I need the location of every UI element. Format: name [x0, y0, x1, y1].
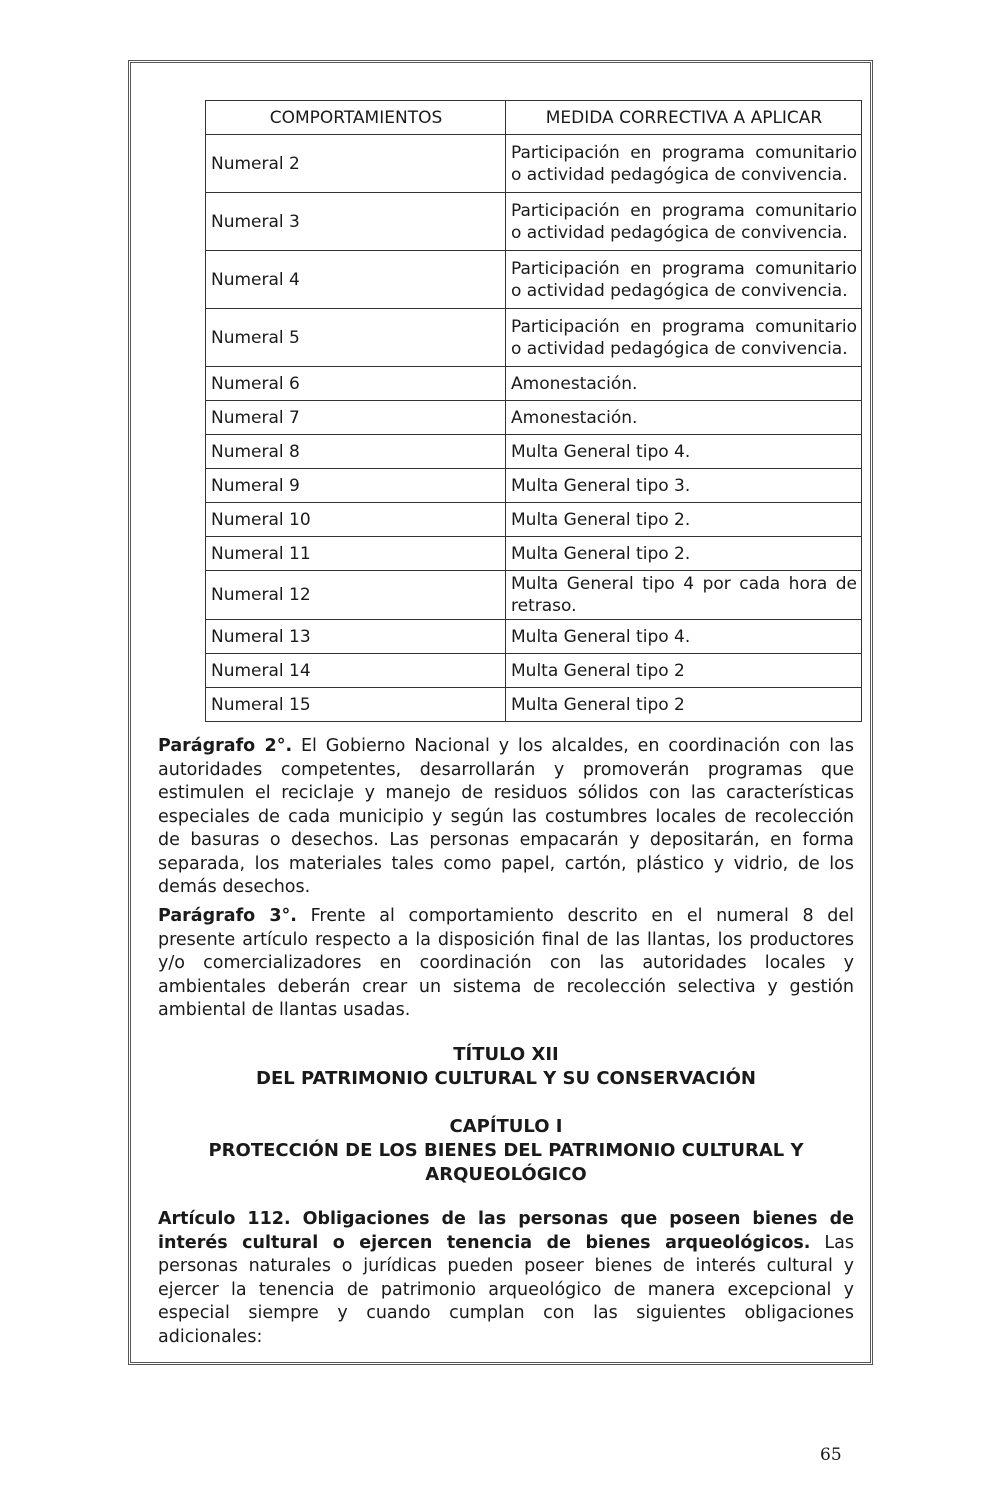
table-row	[206, 503, 862, 537]
behavior-cell: Numeral 11	[206, 537, 506, 571]
table-row	[206, 688, 862, 722]
title-heading	[158, 1043, 854, 1091]
paragraph-2-text: El Gobierno Nacional y los alcaldes, en coordinación con las autoridades competentes, desarrollarán y promoverán programas que estimulen el reciclaje y manejo de residuos sólidos con las características especiales de cada municipio y según las costumbres locales de recolección de basuras o desechos. Las personas empacarán y depositarán, en forma separada, los materiales tales como papel, cartón, plástico y vidrio, de los demás desechos.	[158, 736, 855, 897]
table-row	[206, 435, 862, 469]
header-behaviors: COMPORTAMIENTOS	[206, 101, 506, 135]
table-row	[206, 571, 862, 620]
behavior-cell: Numeral 15	[206, 688, 506, 722]
measure-cell: Multa General tipo 2	[506, 688, 862, 722]
measure-cell: Multa General tipo 2.	[506, 503, 862, 537]
measure-cell: Amonestación.	[506, 367, 862, 401]
paragraph-3-text: Frente al comportamiento descrito en el numeral 8 del presente artículo respecto a la disposición final de las llantas, los productores y/o comercializadores en coordinación con las autoridades locales y ambientales deberán crear un sistema de recolección selectiva y gestión ambiental de llantas usadas.	[158, 906, 855, 1020]
table-row	[206, 251, 862, 309]
table-row	[206, 135, 862, 193]
table-row	[206, 537, 862, 571]
measure-cell: Multa General tipo 4 por cada hora de retraso.	[506, 571, 862, 620]
measure-cell: Participación en programa comunitario o actividad pedagógica de convivencia.	[506, 135, 862, 193]
behavior-cell: Numeral 10	[206, 503, 506, 537]
behavior-cell: Numeral 6	[206, 367, 506, 401]
table-row	[206, 654, 862, 688]
title-name: DEL PATRIMONIO CULTURAL Y SU CONSERVACIÓN	[256, 1068, 756, 1089]
article-112	[158, 1208, 854, 1349]
paragraph-2	[158, 735, 854, 900]
measure-cell: Multa General tipo 4.	[506, 435, 862, 469]
table-row	[206, 193, 862, 251]
paragraph-3	[158, 905, 854, 1023]
corrective-measures-table	[205, 100, 862, 722]
behavior-cell: Numeral 4	[206, 251, 506, 309]
measure-cell: Amonestación.	[506, 401, 862, 435]
measure-cell: Multa General tipo 2	[506, 654, 862, 688]
behavior-cell: Numeral 8	[206, 435, 506, 469]
measure-cell: Participación en programa comunitario o actividad pedagógica de convivencia.	[506, 193, 862, 251]
behavior-cell: Numeral 3	[206, 193, 506, 251]
behavior-cell: Numeral 9	[206, 469, 506, 503]
chapter-number: CAPÍTULO I	[449, 1116, 563, 1137]
behavior-cell: Numeral 12	[206, 571, 506, 620]
measure-cell: Multa General tipo 2.	[506, 537, 862, 571]
article-112-label: Artículo 112. Obligaciones de las personas que poseen bienes de interés cultural o ejercen tenencia de bienes arqueológicos.	[158, 1209, 854, 1253]
title-number: TÍTULO XII	[453, 1044, 559, 1065]
table-row	[206, 401, 862, 435]
behavior-cell: Numeral 14	[206, 654, 506, 688]
table-row	[206, 620, 862, 654]
chapter-heading	[158, 1115, 854, 1187]
table-row	[206, 309, 862, 367]
measure-cell: Participación en programa comunitario o actividad pedagógica de convivencia.	[506, 251, 862, 309]
header-measures: MEDIDA CORRECTIVA A APLICAR	[506, 101, 862, 135]
measure-cell: Multa General tipo 4.	[506, 620, 862, 654]
behavior-cell: Numeral 2	[206, 135, 506, 193]
table-row	[206, 469, 862, 503]
measure-cell: Participación en programa comunitario o actividad pedagógica de convivencia.	[506, 309, 862, 367]
measure-cell: Multa General tipo 3.	[506, 469, 862, 503]
behavior-cell: Numeral 7	[206, 401, 506, 435]
article-112-text: Las personas naturales o jurídicas pueden poseer bienes de interés cultural y ejercer la tenencia de patrimonio arqueológico de manera excepcional y especial siempre y cuando cumplan con las siguientes obligaciones adicionales:	[158, 1232, 854, 1347]
page-number: 65	[820, 1445, 842, 1465]
paragraph-2-label: Parágrafo 2°.	[158, 736, 293, 756]
behavior-cell: Numeral 5	[206, 309, 506, 367]
chapter-name-line-2: ARQUEOLÓGICO	[425, 1164, 587, 1185]
behavior-cell: Numeral 13	[206, 620, 506, 654]
table-row	[206, 367, 862, 401]
paragraph-3-label: Parágrafo 3°.	[158, 906, 297, 926]
chapter-name-line-1: PROTECCIÓN DE LOS BIENES DEL PATRIMONIO CULTURAL Y	[208, 1140, 804, 1161]
